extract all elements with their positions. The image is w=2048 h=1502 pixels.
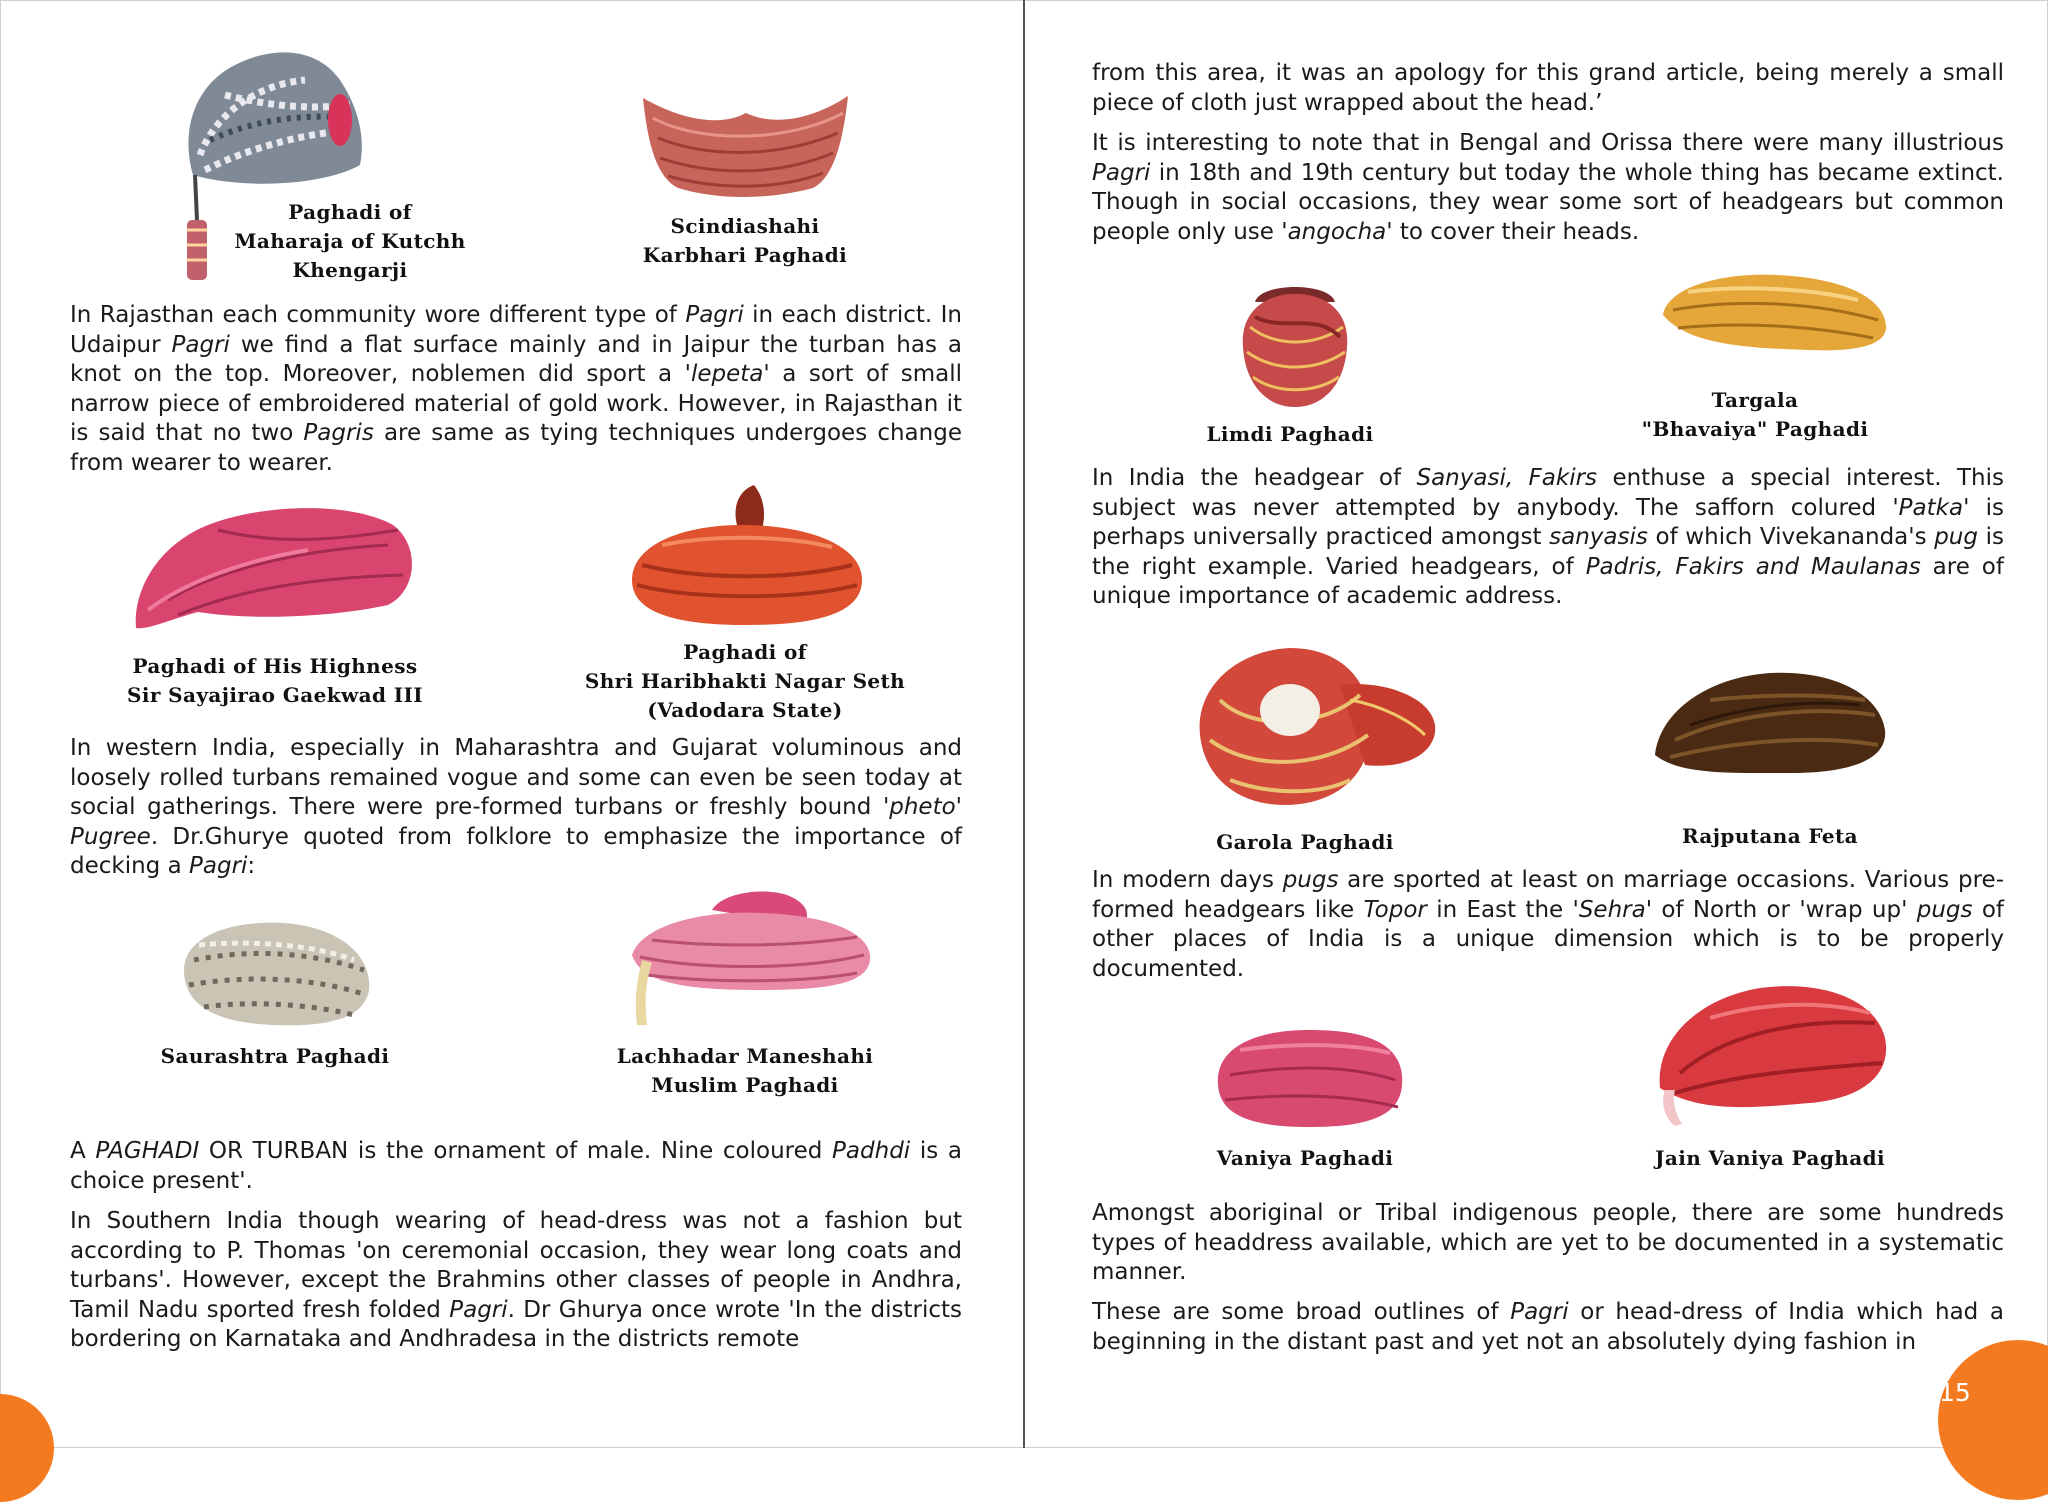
text-run-italic: Topor: [1363, 896, 1427, 923]
text-run: of North or 'wrap up': [1652, 896, 1917, 923]
text-run: from this area, it was an apology for this grand article, being merely a small piece of cloth just wrapped about the head.’: [1092, 60, 2004, 116]
paragraph-paghadi-ornament: [70, 1137, 962, 1196]
paragraph-broad-outlines: [1092, 1298, 2004, 1357]
caption-line: Rajputana Feta: [1681, 824, 1859, 848]
caption-line: Shri Haribhakti Nagar Seth: [584, 669, 906, 693]
text-run-italic: Pagri: [189, 853, 248, 879]
text-run: are same as tying techniques undergoes change from wearer to wearer.: [70, 420, 962, 476]
caption-scindiashahi: [595, 212, 895, 270]
caption-line: Paghadi of: [288, 200, 412, 224]
text-run: In Rajasthan each community wore different type of: [70, 302, 686, 328]
text-run-italic: pug: [1934, 524, 1978, 550]
caption-haribhakti: [570, 638, 920, 725]
lachhadar-turban-image: [612, 885, 877, 1025]
text-run-italic: sanyasis: [1549, 524, 1648, 550]
text-run-italic: Pagris: [303, 420, 374, 446]
caption-line: Targala: [1711, 388, 1799, 412]
text-run: of which Vivekananda's: [1647, 524, 1935, 550]
text-run-italic: PAGHADI: [95, 1138, 200, 1164]
caption-rajputana: [1630, 822, 1910, 851]
text-run: These are some broad outlines of: [1092, 1299, 1511, 1325]
caption-line: Paghadi of His Highness: [132, 654, 418, 678]
rajputana-feta-image: [1650, 665, 1890, 780]
text-run: or head-dress of India which had a beginning in the distant past and yet not an absolutely dying fashion in: [1092, 1299, 2004, 1355]
page-number: 14: [40, 1378, 72, 1407]
sayajirao-turban-image: [128, 500, 420, 635]
text-run-italic: Pagri: [685, 302, 744, 328]
text-run: In modern days: [1092, 867, 1283, 893]
caption-line: Jain Vaniya Paghadi: [1655, 1146, 1885, 1170]
text-run: of other places of India is a unique dimension which is to be properly documented.: [1092, 896, 2004, 982]
text-run: is perhaps universally practiced amongst: [1092, 494, 2004, 550]
caption-kutchh: [200, 198, 500, 285]
text-run: It is interesting to note that in Bengal and Orissa there were many illustrious: [1092, 130, 2004, 156]
text-run-italic: 'Sehra': [1572, 896, 1653, 923]
caption-line: Garola Paghadi: [1216, 830, 1394, 854]
caption-line: Scindiashahi: [670, 214, 820, 238]
limdi-turban-image: [1235, 272, 1355, 412]
caption-lachhadar: [585, 1042, 905, 1100]
caption-line: "Bhavaiya" Paghadi: [1641, 417, 1869, 441]
text-run: is a choice present'.: [70, 1138, 963, 1194]
paragraph-rajasthan: [70, 301, 962, 478]
caption-line: Khengarji: [292, 258, 408, 282]
page-number-badge: [1938, 1340, 2048, 1500]
caption-targala: [1585, 386, 1925, 444]
jain-vaniya-turban-image: [1650, 978, 1895, 1128]
text-run-italic: 'lepeta': [684, 361, 770, 387]
caption-line: Vaniya Paghadi: [1216, 1146, 1394, 1170]
page-number: 15: [1939, 1378, 1971, 1407]
text-run: enthuse a special interest. This subject was never attempted by anybody. The safforn colured: [1092, 465, 2004, 521]
text-run: In India the headgear of: [1092, 465, 1417, 491]
text-run-italic: 'pheto' Pugree: [70, 794, 962, 850]
left-page: [0, 0, 1023, 1448]
caption-line: Paghadi of: [683, 640, 807, 664]
targala-turban-image: [1658, 270, 1888, 355]
text-run-italic: 'angocha': [1281, 218, 1393, 245]
text-run-italic: Padhdi: [832, 1138, 911, 1164]
caption-line: Muslim Paghadi: [651, 1073, 839, 1097]
saurashtra-turban-image: [174, 915, 374, 1030]
text-run-italic: Pagri: [449, 1296, 508, 1323]
caption-jain-vaniya: [1610, 1144, 1930, 1173]
caption-line: Maharaja of Kutchh: [234, 229, 466, 253]
text-run: a sort of small narrow piece of embroidered material of gold work. However, in Rajasthan it is said that no two: [70, 361, 962, 446]
paragraph-southern-india: [70, 1207, 962, 1355]
text-run: to cover their heads.: [1392, 218, 1640, 245]
text-run: . Dr Ghurya once wrote 'In the districts bordering on Karnataka and Andhradesa in the districts remote: [70, 1296, 962, 1352]
caption-garola: [1180, 828, 1430, 857]
text-run: in 18th and 19th century but today the whole thing has became extinct. Though in social occasions, they wear some sort of headgears but common people only use: [1092, 159, 2004, 245]
paragraph-western-india: [70, 734, 962, 882]
text-run: . Dr.Ghurye quoted from folklore to emphasize the importance of decking a: [70, 823, 962, 879]
text-run-italic: Pagri: [171, 331, 230, 358]
garola-turban-image: [1190, 640, 1440, 810]
text-run: In western India, especially in Maharashtra and Gujarat voluminous and loosely rolled turbans remained vogue and some can even be seen today at social gatherings. There were pre-formed turbans or freshly bound: [70, 735, 962, 820]
text-run: in East the: [1426, 896, 1573, 923]
caption-saurashtra: [125, 1042, 425, 1071]
page-number-badge: [0, 1394, 54, 1502]
text-run: we find a flat surface mainly and in Jaipur the turban has a knot on the top. Moreover, noblemen did sport a: [70, 331, 962, 387]
text-run: is the right example. Varied headgears, of: [1092, 524, 2004, 580]
text-run: in each district. In Udaipur: [70, 302, 962, 358]
text-run-italic: Padris, Fakirs and Maulanas: [1585, 553, 1921, 580]
text-run: are sported at least on marriage occasions. Various pre-formed headgears like: [1092, 867, 2004, 923]
caption-line: Karbhari Paghadi: [642, 243, 848, 267]
paragraph-modern-days: [1092, 866, 2004, 984]
text-run-italic: pugs: [1282, 867, 1339, 893]
paragraph-bengal-orissa: [1092, 129, 2004, 247]
caption-line: Limdi Paghadi: [1206, 422, 1374, 446]
text-run-italic: Sanyasi, Fakirs: [1416, 465, 1598, 491]
right-page: [1025, 0, 2048, 1448]
caption-line: Sir Sayajirao Gaekwad III: [127, 683, 423, 707]
text-run: In Southern India though wearing of head-dress was not a fashion but according to P. Thomas 'on ceremonial occasion, they wear long coats and turbans'. However, except the Brahmins other classes of people in Andhra, Tamil Nadu sported fresh folded: [70, 1208, 962, 1323]
text-run: OR TURBAN is the ornament of male. Nine coloured: [199, 1138, 833, 1164]
paragraph-continuation: [1092, 59, 2004, 118]
vaniya-turban-image: [1210, 1025, 1410, 1130]
text-run-italic: Pagri: [1092, 159, 1151, 186]
scindiashahi-turban-image: [638, 88, 853, 198]
paragraph-sanyasi: [1092, 464, 2004, 612]
paragraph-tribal: [1092, 1199, 2004, 1288]
caption-line: (Vadodara State): [647, 698, 843, 722]
caption-line: Lachhadar Maneshahi: [616, 1044, 874, 1068]
caption-vaniya: [1180, 1144, 1430, 1173]
text-run: Amongst aboriginal or Tribal indigenous people, there are some hundreds types of headdress available, which are yet to be documented in a systematic manner.: [1092, 1200, 2004, 1285]
caption-line: Saurashtra Paghadi: [160, 1044, 390, 1068]
text-run-italic: Pagri: [1510, 1299, 1569, 1325]
text-run-italic: pugs: [1916, 896, 1973, 923]
text-run: are of unique importance of academic address.: [1092, 553, 2004, 609]
text-run: :: [247, 853, 256, 879]
haribhakti-turban-image: [622, 485, 867, 630]
caption-limdi: [1190, 420, 1390, 449]
caption-sayajirao: [105, 652, 445, 710]
text-run-italic: 'Patka': [1892, 494, 1970, 521]
text-run: A: [70, 1138, 96, 1164]
